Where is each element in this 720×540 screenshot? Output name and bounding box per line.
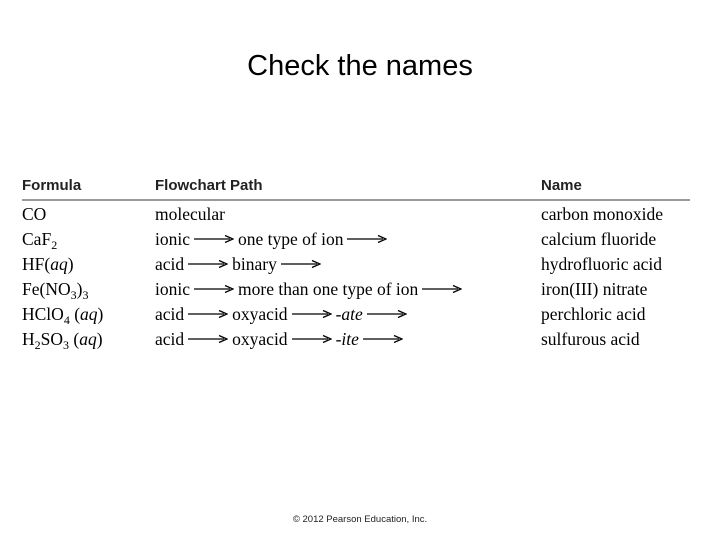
formula-part: aq <box>80 304 98 324</box>
compound-name-cell: iron(III) nitrate <box>541 279 648 299</box>
compound-name-cell: hydrofluoric acid <box>541 254 662 274</box>
formula-part: HF( <box>22 254 51 274</box>
formula-part: ( <box>69 304 81 324</box>
table-row <box>22 228 690 253</box>
formula-cell <box>22 278 88 300</box>
compound-name-cell: calcium fluoride <box>541 229 657 249</box>
flow-arrow-icon <box>292 309 332 319</box>
flow-arrow-icon <box>363 334 403 344</box>
path-step: -ate <box>335 304 363 324</box>
formula-part: ) <box>96 329 103 349</box>
path-step: oxyacid <box>232 304 288 324</box>
formula-part: HClO <box>22 304 64 324</box>
header-rule <box>22 199 690 201</box>
formula-cell <box>22 253 74 275</box>
formula-part: ) <box>76 279 83 299</box>
formula-part: 2 <box>34 338 41 352</box>
path-step: binary <box>232 254 277 274</box>
formula-part: CaF <box>22 229 52 249</box>
table-row <box>22 203 690 228</box>
formula-cell <box>22 228 57 250</box>
path-step: acid <box>155 329 185 349</box>
table-row <box>22 303 690 328</box>
formula-cell <box>22 203 46 225</box>
table-row <box>22 253 690 278</box>
formula-cell <box>22 303 103 325</box>
flow-arrow-icon <box>194 234 234 244</box>
compound-name-cell: carbon monoxide <box>541 204 663 224</box>
formula-part: 3 <box>82 288 89 302</box>
path-step: more than one type of ion <box>238 279 419 299</box>
formula-part: ) <box>97 304 104 324</box>
path-step: -ite <box>335 329 359 349</box>
flow-arrow-icon <box>292 334 332 344</box>
flow-arrow-icon <box>188 334 228 344</box>
formula-cell <box>22 328 103 350</box>
flow-arrow-icon <box>367 309 407 319</box>
formula-part: 4 <box>63 313 70 327</box>
flowchart-path-cell <box>155 278 466 300</box>
formula-part: ( <box>69 329 80 349</box>
flow-arrow-icon <box>188 259 228 269</box>
flowchart-path-cell <box>155 253 325 275</box>
formula-part: 3 <box>63 338 70 352</box>
header-flowchart-path: Flowchart Path <box>155 177 263 194</box>
flow-arrow-icon <box>347 234 387 244</box>
formula-part: Fe(NO <box>22 279 71 299</box>
formula-part: SO <box>40 329 64 349</box>
flow-arrow-icon <box>422 284 462 294</box>
table-row <box>22 278 690 303</box>
table-row <box>22 328 690 353</box>
flowchart-path-cell <box>155 228 391 250</box>
formula-part: ) <box>67 254 74 274</box>
flow-arrow-icon <box>194 284 234 294</box>
path-step: one type of ion <box>238 229 344 249</box>
path-step: ionic <box>155 229 190 249</box>
formula-part: 2 <box>51 238 58 252</box>
flowchart-path-cell <box>155 303 411 325</box>
header-formula: Formula <box>22 177 82 194</box>
formula-part: CO <box>22 204 47 224</box>
formula-part: 3 <box>70 288 77 302</box>
flowchart-path-cell <box>155 328 407 350</box>
path-step: oxyacid <box>232 329 288 349</box>
flow-arrow-icon <box>188 309 228 319</box>
flow-arrow-icon <box>281 259 321 269</box>
compound-name-cell: perchloric acid <box>541 304 646 324</box>
slide-title: Check the names <box>247 50 473 82</box>
formula-part: aq <box>50 254 68 274</box>
path-step: ionic <box>155 279 190 299</box>
compound-name-cell: sulfurous acid <box>541 329 640 349</box>
path-step: acid <box>155 254 185 274</box>
formula-part: aq <box>79 329 97 349</box>
formula-part: H <box>22 329 35 349</box>
copyright-footer: © 2012 Pearson Education, Inc. <box>292 514 428 525</box>
flowchart-path-cell <box>155 203 225 225</box>
header-name: Name <box>541 177 582 194</box>
path-step: acid <box>155 304 185 324</box>
path-step: molecular <box>155 204 225 224</box>
naming-table <box>22 172 690 352</box>
